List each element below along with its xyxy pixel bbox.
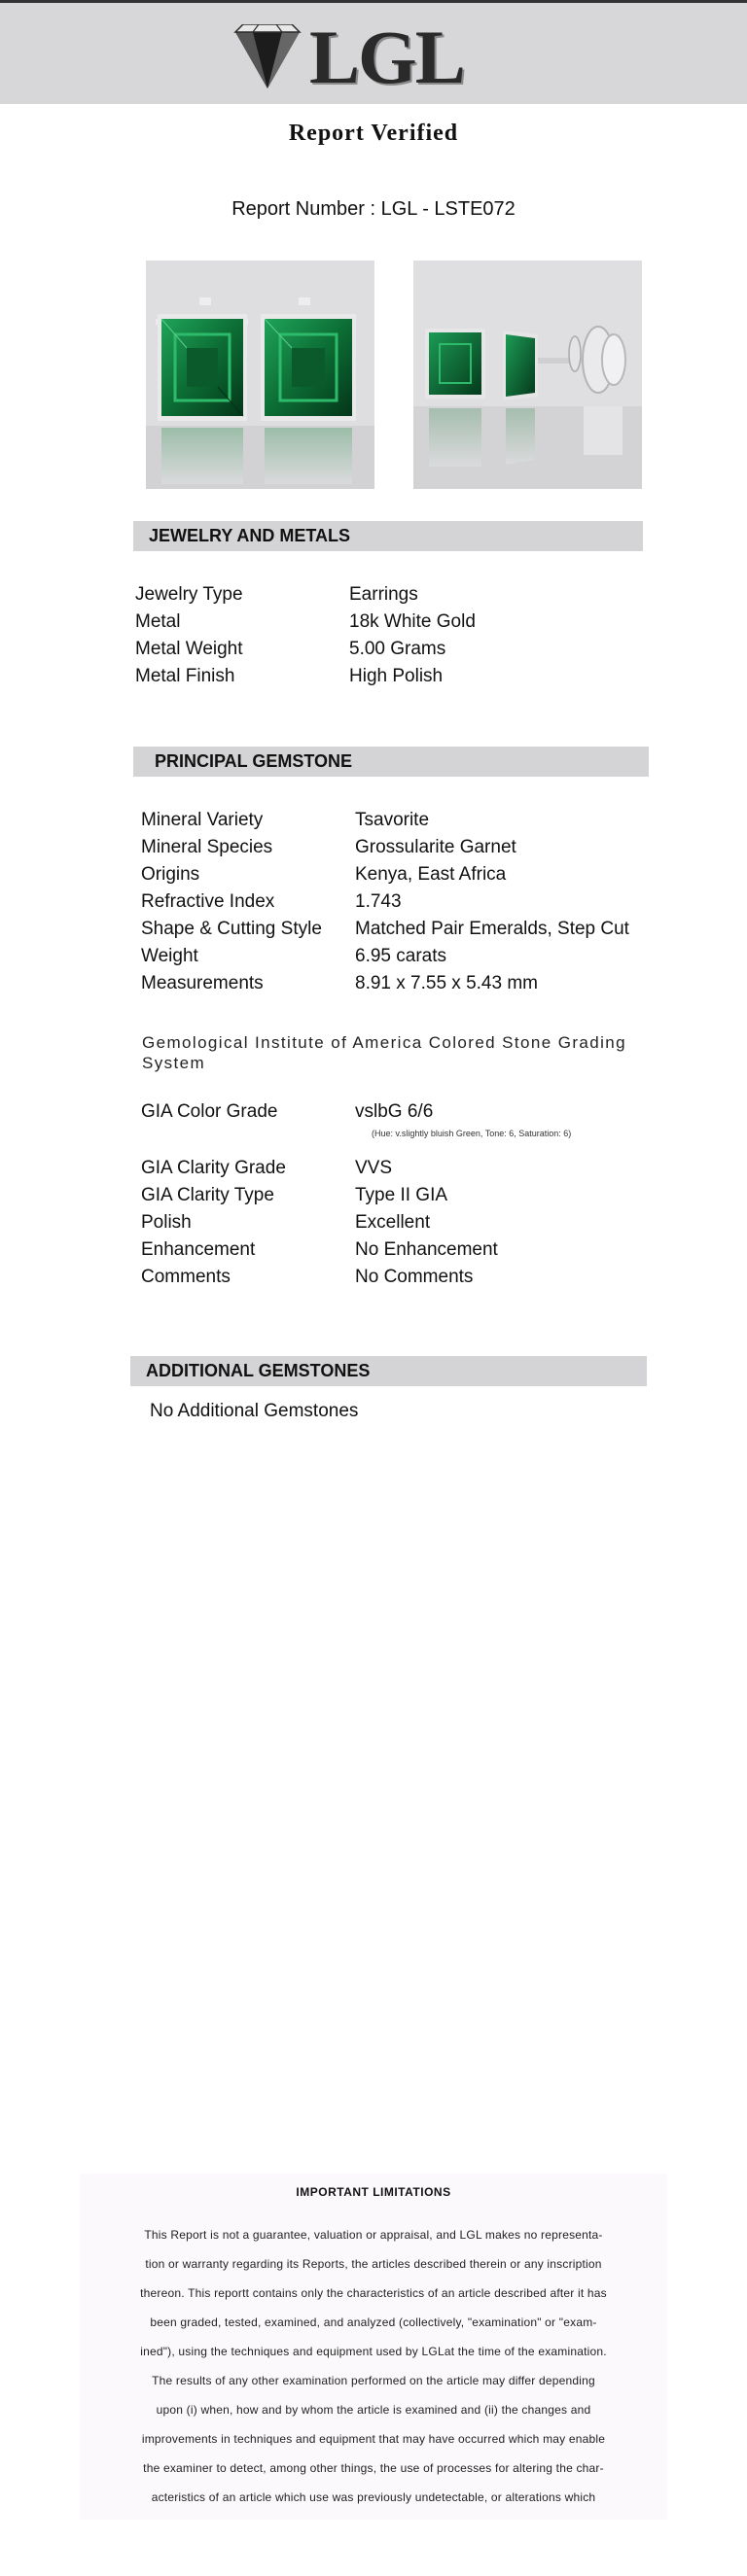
clarity-type-label: GIA Clarity Type: [141, 1185, 274, 1205]
clarity-grade-label: GIA Clarity Grade: [141, 1158, 286, 1178]
limitations-line: been graded, tested, examined, and analyzed (collectively, "examination" or "exam-: [150, 2315, 597, 2329]
additional-section-header: ADDITIONAL GEMSTONES: [130, 1356, 647, 1386]
mineral-variety-value: Tsavorite: [355, 810, 430, 830]
limitations-line: acteristics of an article which use was previously undetectable, or alterations which: [151, 2490, 596, 2504]
refractive-index-value: 1.743: [355, 891, 402, 912]
limitations-line: the examiner to detect, among other things, the use of processes for altering the char-: [143, 2461, 604, 2475]
origins-value: Kenya, East Africa: [355, 864, 507, 885]
shape-value: Matched Pair Emeralds, Step Cut: [355, 919, 629, 939]
refractive-index-label: Refractive Index: [141, 891, 275, 912]
header-band: [0, 3, 747, 104]
limitations-line: The results of any other examination performed on the article may differ depending: [152, 2374, 595, 2387]
color-grade-note: (Hue: v.slightly bluish Green, Tone: 6, Saturation: 6): [372, 1129, 572, 1138]
earrings-side-photo: [413, 261, 642, 489]
earrings-front-photo: [146, 261, 374, 489]
gia-grading-heading: Gemological Institute of America Colored Stone Grading System: [142, 1033, 626, 1072]
comments-label: Comments: [141, 1267, 231, 1287]
color-grade-value: vslbG 6/6: [355, 1101, 434, 1122]
jewelry-section: [100, 564, 645, 710]
enhancement-value: No Enhancement: [355, 1239, 498, 1260]
limitations-line: tion or warranty regarding its Reports, the articles described therein or any inscription: [145, 2257, 602, 2271]
metal-label: Metal: [135, 611, 181, 632]
polish-label: Polish: [141, 1212, 192, 1233]
report-number: Report Number : LGL - LSTE072: [231, 198, 516, 220]
lgl-logo: [226, 15, 479, 99]
limitations-line: thereon. This reportt contains only the characteristics of an article described after it has: [140, 2286, 607, 2300]
limitations-line: improvements in techniques and equipment that may have occurred which may enable: [141, 2432, 606, 2446]
metal-finish-label: Metal Finish: [135, 666, 235, 686]
report-title: Report Verified: [288, 121, 459, 146]
clarity-type-value: Type II GIA: [355, 1185, 448, 1205]
shape-label: Shape & Cutting Style: [141, 919, 322, 939]
mineral-species-value: Grossularite Garnet: [355, 837, 516, 857]
limitations-line: upon (i) when, how and by whom the article is examined and (ii) the changes and: [156, 2403, 591, 2417]
weight-value: 6.95 carats: [355, 946, 446, 966]
important-limitations: [80, 2174, 667, 2520]
principal-section-header: PRINCIPAL GEMSTONE: [133, 747, 649, 777]
limitations-line: ined"), using the techniques and equipment used by LGLat the time of the examination.: [140, 2345, 607, 2358]
comments-value: No Comments: [355, 1267, 474, 1287]
limitations-line: This Report is not a guarantee, valuation or appraisal, and LGL makes no representa-: [144, 2228, 603, 2242]
metal-weight-value: 5.00 Grams: [349, 639, 446, 659]
origins-label: Origins: [141, 864, 200, 885]
weight-label: Weight: [141, 946, 198, 966]
mineral-variety-label: Mineral Variety: [141, 810, 264, 830]
metal-weight-label: Metal Weight: [135, 639, 243, 659]
measurements-label: Measurements: [141, 973, 264, 993]
metal-finish-value: High Polish: [349, 666, 444, 686]
color-grade-label: GIA Color Grade: [141, 1101, 278, 1122]
mineral-species-label: Mineral Species: [141, 837, 273, 857]
limitations-title: IMPORTANT LIMITATIONS: [296, 2185, 451, 2199]
diamond-icon: [230, 24, 305, 92]
additional-gemstones-text: No Additional Gemstones: [150, 1401, 359, 1421]
jewelry-type-label: Jewelry Type: [135, 584, 243, 605]
measurements-value: 8.91 x 7.55 x 5.43 mm: [355, 973, 538, 993]
jewelry-type-value: Earrings: [349, 584, 418, 605]
clarity-grade-value: VVS: [355, 1158, 393, 1178]
polish-value: Excellent: [355, 1212, 431, 1233]
logo-text: LGL: [309, 15, 464, 99]
enhancement-label: Enhancement: [141, 1239, 256, 1260]
jewelry-section-header: JEWELRY AND METALS: [133, 521, 643, 551]
metal-value: 18k White Gold: [349, 611, 476, 632]
